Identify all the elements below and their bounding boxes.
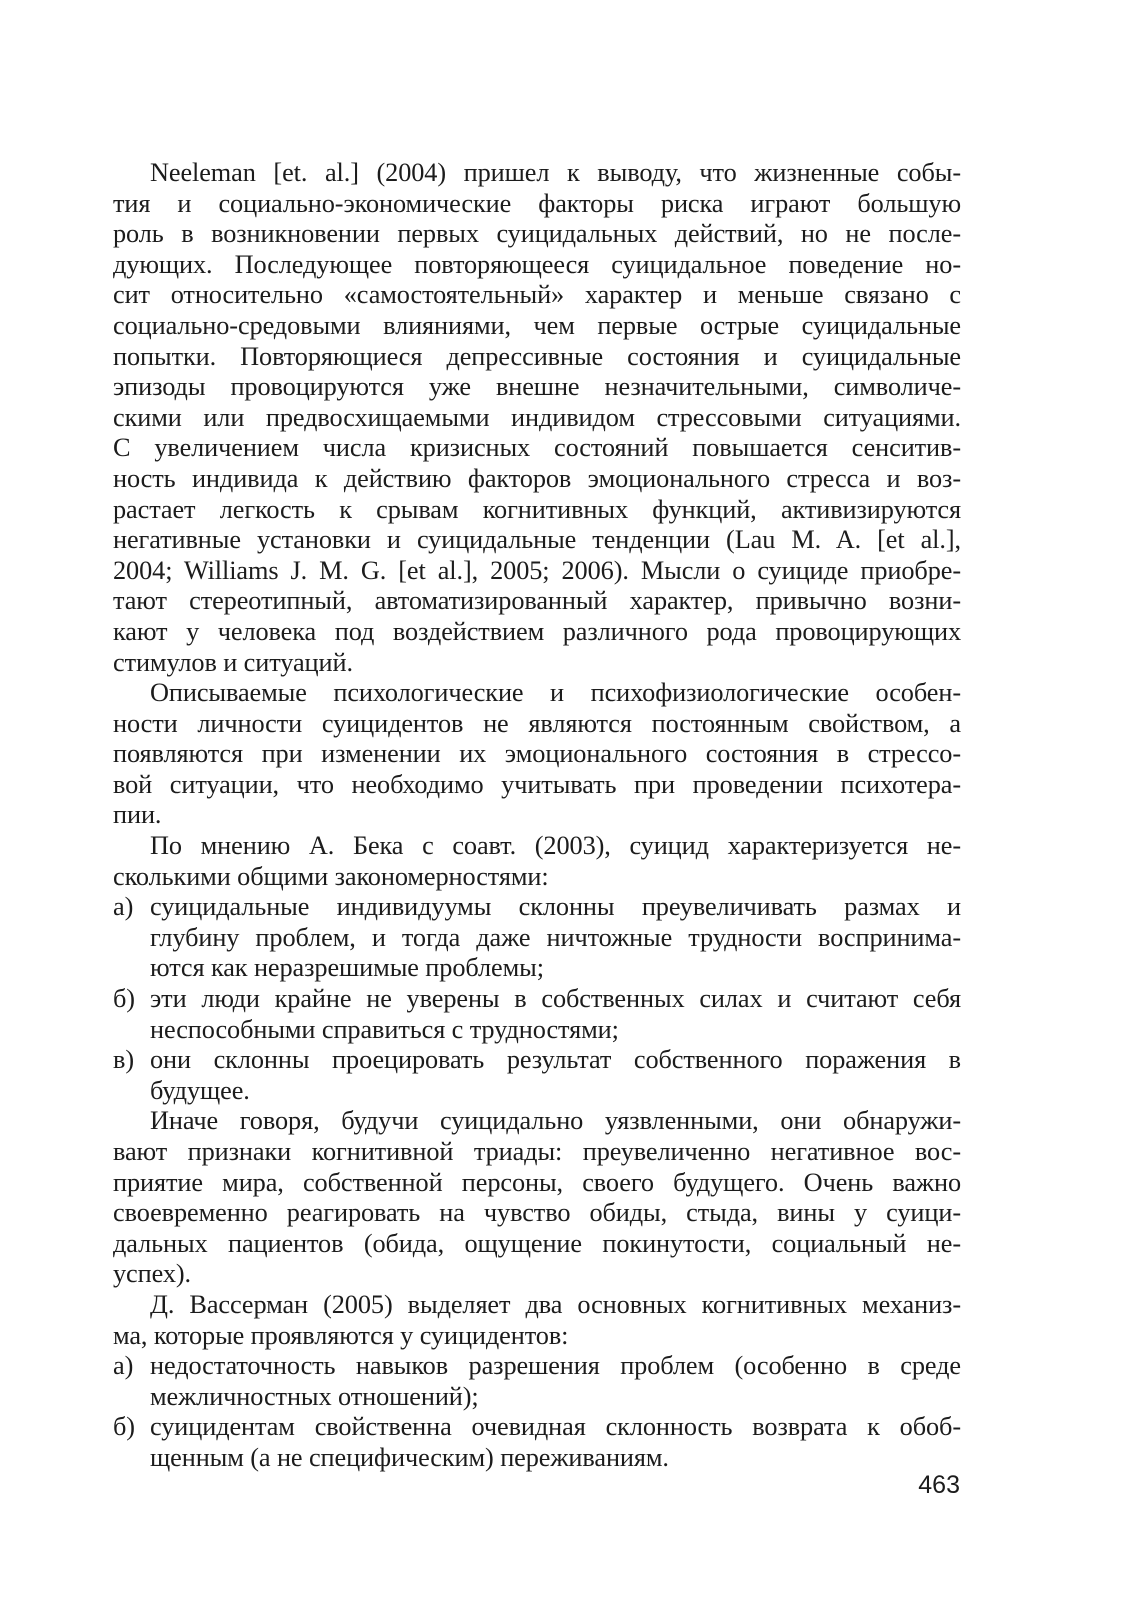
list-marker: а) — [113, 892, 134, 922]
text-line: суицидальные индивидуумы склонны преувеличивать размах и — [150, 892, 961, 922]
text-line: щенным (а не специфическим) переживаниям. — [150, 1442, 669, 1472]
text-line: ность индивида к действию факторов эмоционального стресса и воз- — [113, 463, 961, 493]
text-line: ма, которые проявляются у суицидентов: — [113, 1320, 569, 1350]
text-line: Neeleman [et. al.] (2004) пришел к выводу, что жизненные собы- — [150, 158, 961, 187]
list-item — [113, 892, 961, 984]
list-item — [113, 984, 961, 1045]
list-item — [113, 1412, 961, 1473]
text-line: роль в возникновении первых суицидальных действий, но не после- — [113, 219, 961, 249]
text-line: кают у человека под воздействием различного рода провоцирующих — [113, 616, 961, 646]
text-line: социально-средовыми влияниями, чем первые острые суицидальные — [113, 310, 961, 340]
text-line: своевременно реагировать на чувство обиды, стыда, вины у суици- — [113, 1198, 961, 1228]
text-line: скими или предвосхищаемыми индивидом стрессовыми ситуациями. — [113, 402, 961, 432]
text-line: эти люди крайне не уверены в собственных силах и считают себя — [150, 984, 961, 1014]
text-line: суицидентам свойственна очевидная склонность возврата к обоб- — [150, 1412, 961, 1442]
text-line: С увеличением числа кризисных состояний повышается сенситив- — [113, 433, 961, 463]
text-line: сит относительно «самостоятельный» характер и меньше связано с — [113, 280, 961, 310]
list-item — [113, 1045, 961, 1106]
paragraph-beck — [113, 831, 961, 892]
text-line: межличностных отношений); — [150, 1381, 479, 1411]
text-line: растает легкость к срывам когнитивных функций, активизируются — [113, 494, 961, 524]
text-line: попытки. Повторяющиеся депрессивные состояния и суицидальные — [113, 341, 961, 371]
text-line: дальных пациентов (обида, ощущение покинутости, социальный не- — [113, 1228, 961, 1258]
text-line: эпизоды провоцируются уже внешне незначительными, символиче- — [113, 372, 961, 402]
body-text — [113, 158, 961, 1474]
page-number: 463 — [918, 1471, 960, 1499]
text-line: Описываемые психологические и психофизиологические особен- — [150, 678, 961, 708]
list-marker: б) — [113, 984, 135, 1014]
paragraph-cognitive-triad — [113, 1106, 961, 1290]
text-line: будущее. — [150, 1075, 250, 1105]
text-line: тают стереотипный, автоматизированный характер, привычно возни- — [113, 586, 961, 616]
paragraph-wasserman — [113, 1290, 961, 1351]
text-line: 2004; Williams J. M. G. [et al.], 2005; 2006). Мысли о суициде приобре- — [113, 555, 961, 585]
text-line: появляются при изменении их эмоционального состояния в стрессо- — [113, 739, 961, 769]
text-line: негативные установки и суицидальные тенденции (Lau M. A. [et al.], — [113, 525, 961, 555]
paragraph-personality — [113, 678, 961, 831]
text-line: приятие мира, собственной персоны, своего будущего. Очень важно — [113, 1167, 961, 1197]
text-line: ются как неразрешимые проблемы; — [150, 953, 544, 983]
text-line: Д. Вассерман (2005) выделяет два основных когнитивных механиз- — [150, 1289, 961, 1319]
text-line: они склонны проецировать результат собственного поражения в — [150, 1045, 961, 1075]
list-beck — [113, 892, 961, 1106]
text-line: По мнению А. Бека с соавт. (2003), суицид характеризуется не- — [150, 831, 961, 861]
text-line: вают признаки когнитивной триады: преувеличенно негативное вос- — [113, 1137, 961, 1166]
text-line: успех). — [113, 1259, 191, 1289]
list-marker: а) — [113, 1351, 134, 1381]
text-line: неспособными справиться с трудностями; — [150, 1014, 619, 1044]
text-line: вой ситуации, что необходимо учитывать при проведении психотера- — [113, 769, 961, 799]
list-item — [113, 1351, 961, 1412]
list-marker: б) — [113, 1412, 135, 1442]
text-line: Иначе говоря, будучи суицидально уязвленными, они обнаружи- — [150, 1106, 961, 1136]
text-line: сколькими общими закономерностями: — [113, 861, 549, 891]
list-wasserman — [113, 1351, 961, 1473]
text-line: пии. — [113, 800, 162, 830]
paragraph-neeleman — [113, 158, 961, 678]
list-marker: в) — [113, 1045, 134, 1075]
text-line: стимулов и ситуаций. — [113, 647, 353, 677]
text-line: ности личности суицидентов не являются постоянным свойством, а — [113, 708, 961, 738]
text-line: недостаточность навыков разрешения проблем (особенно в среде — [150, 1351, 961, 1381]
text-line: тия и социально-экономические факторы риска играют большую — [113, 188, 961, 218]
text-line: глубину проблем, и тогда даже ничтожные трудности воспринима- — [150, 922, 961, 952]
text-line: дующих. Последующее повторяющееся суицидальное поведение но- — [113, 249, 961, 279]
